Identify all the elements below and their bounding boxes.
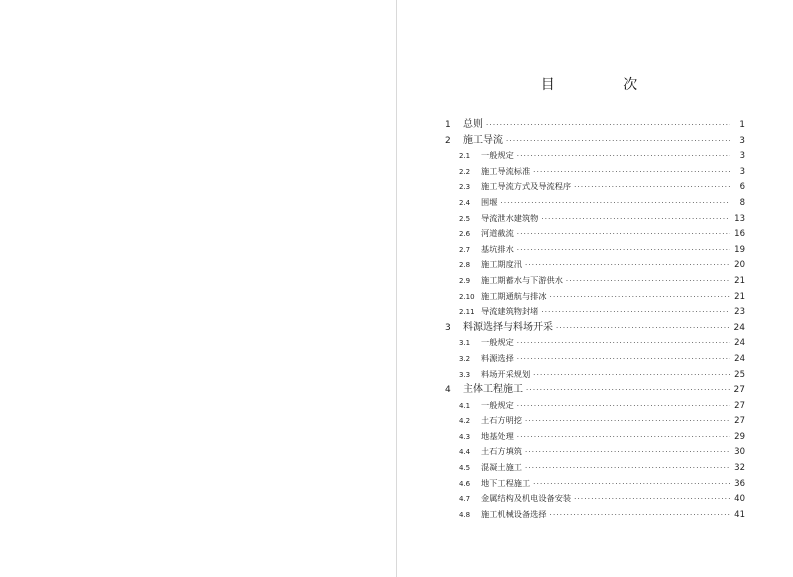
toc-entry-number: 4.4 [459,448,471,457]
toc-leader-dots [566,274,730,290]
toc-section-entry[interactable] [445,398,745,414]
toc-entry-number: 3.1 [459,339,471,348]
toc-entry-number: 4.1 [459,401,471,410]
toc-leader-dots [486,118,730,134]
toc-entry-page: 27 [734,400,745,411]
table-of-contents [445,117,745,522]
toc-entry-page: 3 [739,166,745,177]
toc-section-entry[interactable] [445,211,745,227]
toc-entry-title: 地基处理 [481,430,514,441]
toc-entry-title: 料源选择与料场开采 [463,321,553,333]
toc-section-entry[interactable] [445,273,745,289]
toc-entry-number: 3 [445,322,451,333]
toc-leader-dots [517,430,730,446]
toc-entry-page: 24 [733,322,745,333]
toc-entry-number: 4.7 [459,495,471,504]
toc-leader-dots [541,212,730,228]
toc-leader-dots [541,305,730,321]
toc-entry-number: 4.2 [459,417,471,426]
toc-leader-dots [517,336,730,352]
toc-entry-page: 20 [734,260,745,271]
toc-entry-number: 2.10 [459,292,475,301]
toc-leader-dots [517,149,730,165]
toc-entry-title: 导流建筑物封堵 [481,306,539,317]
toc-leader-dots [550,508,730,524]
toc-entry-number: 4 [445,385,451,396]
toc-entry-page: 29 [734,431,745,442]
toc-section-entry[interactable] [445,507,745,523]
toc-entry-number: 2.2 [459,167,471,176]
toc-section-entry[interactable] [445,460,745,476]
toc-leader-dots [517,352,730,368]
toc-entry-title: 施工导流 [463,134,503,146]
toc-chapter-entry[interactable] [445,117,745,133]
toc-chapter-entry[interactable] [445,320,745,336]
toc-section-entry[interactable] [445,179,745,195]
toc-entry-title: 主体工程施工 [463,384,523,396]
toc-section-entry[interactable] [445,164,745,180]
toc-leader-dots [526,383,730,399]
toc-entry-title: 混凝土施工 [481,462,522,473]
toc-entry-title: 施工导流标准 [481,165,531,176]
toc-entry-number: 3.2 [459,354,471,363]
toc-entry-number: 2.6 [459,230,471,239]
toc-entry-title: 施工导流方式及导流程序 [481,181,572,192]
toc-leader-dots [525,445,730,461]
toc-entry-page: 3 [739,151,745,162]
toc-chapter-entry[interactable] [445,133,745,149]
toc-entry-title: 料源选择 [481,352,514,363]
toc-section-entry[interactable] [445,367,745,383]
toc-entry-page: 36 [734,478,745,489]
toc-leader-dots [533,165,730,181]
toc-heading: 目 次 [540,77,670,93]
toc-leader-dots [533,477,730,493]
toc-entry-title: 土石方填筑 [481,446,522,457]
toc-entry-page: 19 [734,244,745,255]
toc-entry-page: 24 [734,353,745,364]
toc-entry-title: 一般规定 [481,337,514,348]
toc-section-entry[interactable] [445,242,745,258]
toc-entry-page: 8 [739,197,745,208]
toc-entry-page: 32 [734,463,745,474]
toc-entry-number: 4.3 [459,432,471,441]
toc-entry-number: 2.1 [459,152,471,161]
toc-entry-page: 16 [734,229,745,240]
right-page [397,0,793,577]
left-page-blank [0,0,396,577]
toc-entry-number: 2.5 [459,214,471,223]
toc-leader-dots [525,414,730,430]
toc-entry-page: 6 [739,182,745,193]
toc-entry-title: 一般规定 [481,150,514,161]
toc-leader-dots [574,180,730,196]
toc-section-entry[interactable] [445,335,745,351]
toc-section-entry[interactable] [445,444,745,460]
toc-entry-page: 30 [734,447,745,458]
toc-leader-dots [517,399,730,415]
toc-leader-dots [506,134,730,150]
toc-entry-title: 围堰 [481,196,498,207]
toc-section-entry[interactable] [445,429,745,445]
toc-section-entry[interactable] [445,491,745,507]
toc-entry-number: 2.9 [459,276,471,285]
toc-entry-page: 21 [734,291,745,302]
toc-entry-page: 23 [734,307,745,318]
toc-entry-title: 地下工程施工 [481,477,531,488]
toc-entry-number: 2.3 [459,183,471,192]
toc-section-entry[interactable] [445,304,745,320]
toc-leader-dots [517,227,730,243]
toc-entry-page: 3 [739,135,745,146]
toc-leader-dots [517,243,730,259]
toc-leader-dots [574,492,730,508]
toc-entry-title: 施工机械设备选择 [481,508,547,519]
toc-chapter-entry[interactable] [445,382,745,398]
toc-section-entry[interactable] [445,257,745,273]
toc-section-entry[interactable] [445,289,745,305]
toc-entry-title: 土石方明挖 [481,415,522,426]
toc-section-entry[interactable] [445,351,745,367]
toc-section-entry[interactable] [445,148,745,164]
toc-entry-title: 总则 [463,119,483,130]
toc-entry-number: 2.11 [459,308,475,317]
toc-entry-number: 2.8 [459,261,471,270]
toc-entry-title: 导流泄水建筑物 [481,212,539,223]
toc-entry-number: 4.6 [459,479,471,488]
toc-entry-number: 4.5 [459,464,471,473]
toc-entry-page: 27 [733,385,745,396]
toc-entry-title: 料场开采规划 [481,368,531,379]
toc-entry-page: 41 [734,509,745,520]
toc-entry-page: 24 [734,338,745,349]
toc-section-entry[interactable] [445,195,745,211]
toc-entry-title: 一般规定 [481,399,514,410]
toc-entry-title: 河道截流 [481,228,514,239]
toc-section-entry[interactable] [445,413,745,429]
toc-leader-dots [533,368,730,384]
toc-entry-title: 施工期通航与排冰 [481,290,547,301]
toc-entry-number: 4.8 [459,510,471,519]
toc-entry-page: 1 [739,120,745,130]
toc-entry-page: 40 [734,494,745,505]
toc-entry-number: 2 [445,135,451,146]
toc-entry-title: 施工期度汛 [481,259,522,270]
toc-leader-dots [556,321,730,337]
toc-leader-dots [550,290,730,306]
toc-entry-title: 施工期蓄水与下游供水 [481,274,563,285]
toc-section-entry[interactable] [445,226,745,242]
toc-entry-page: 13 [734,213,745,224]
toc-entry-page: 21 [734,275,745,286]
toc-leader-dots [500,196,730,212]
toc-entry-number: 3.3 [459,370,471,379]
toc-entry-number: 2.4 [459,198,471,207]
toc-entry-title: 金属结构及机电设备安装 [481,493,572,504]
toc-entry-number: 1 [445,120,451,130]
toc-section-entry[interactable] [445,476,745,492]
toc-entry-page: 25 [734,369,745,380]
toc-leader-dots [525,461,730,477]
toc-entry-number: 2.7 [459,245,471,254]
toc-entry-page: 27 [734,416,745,427]
toc-leader-dots [525,258,730,274]
toc-entry-title: 基坑排水 [481,243,514,254]
